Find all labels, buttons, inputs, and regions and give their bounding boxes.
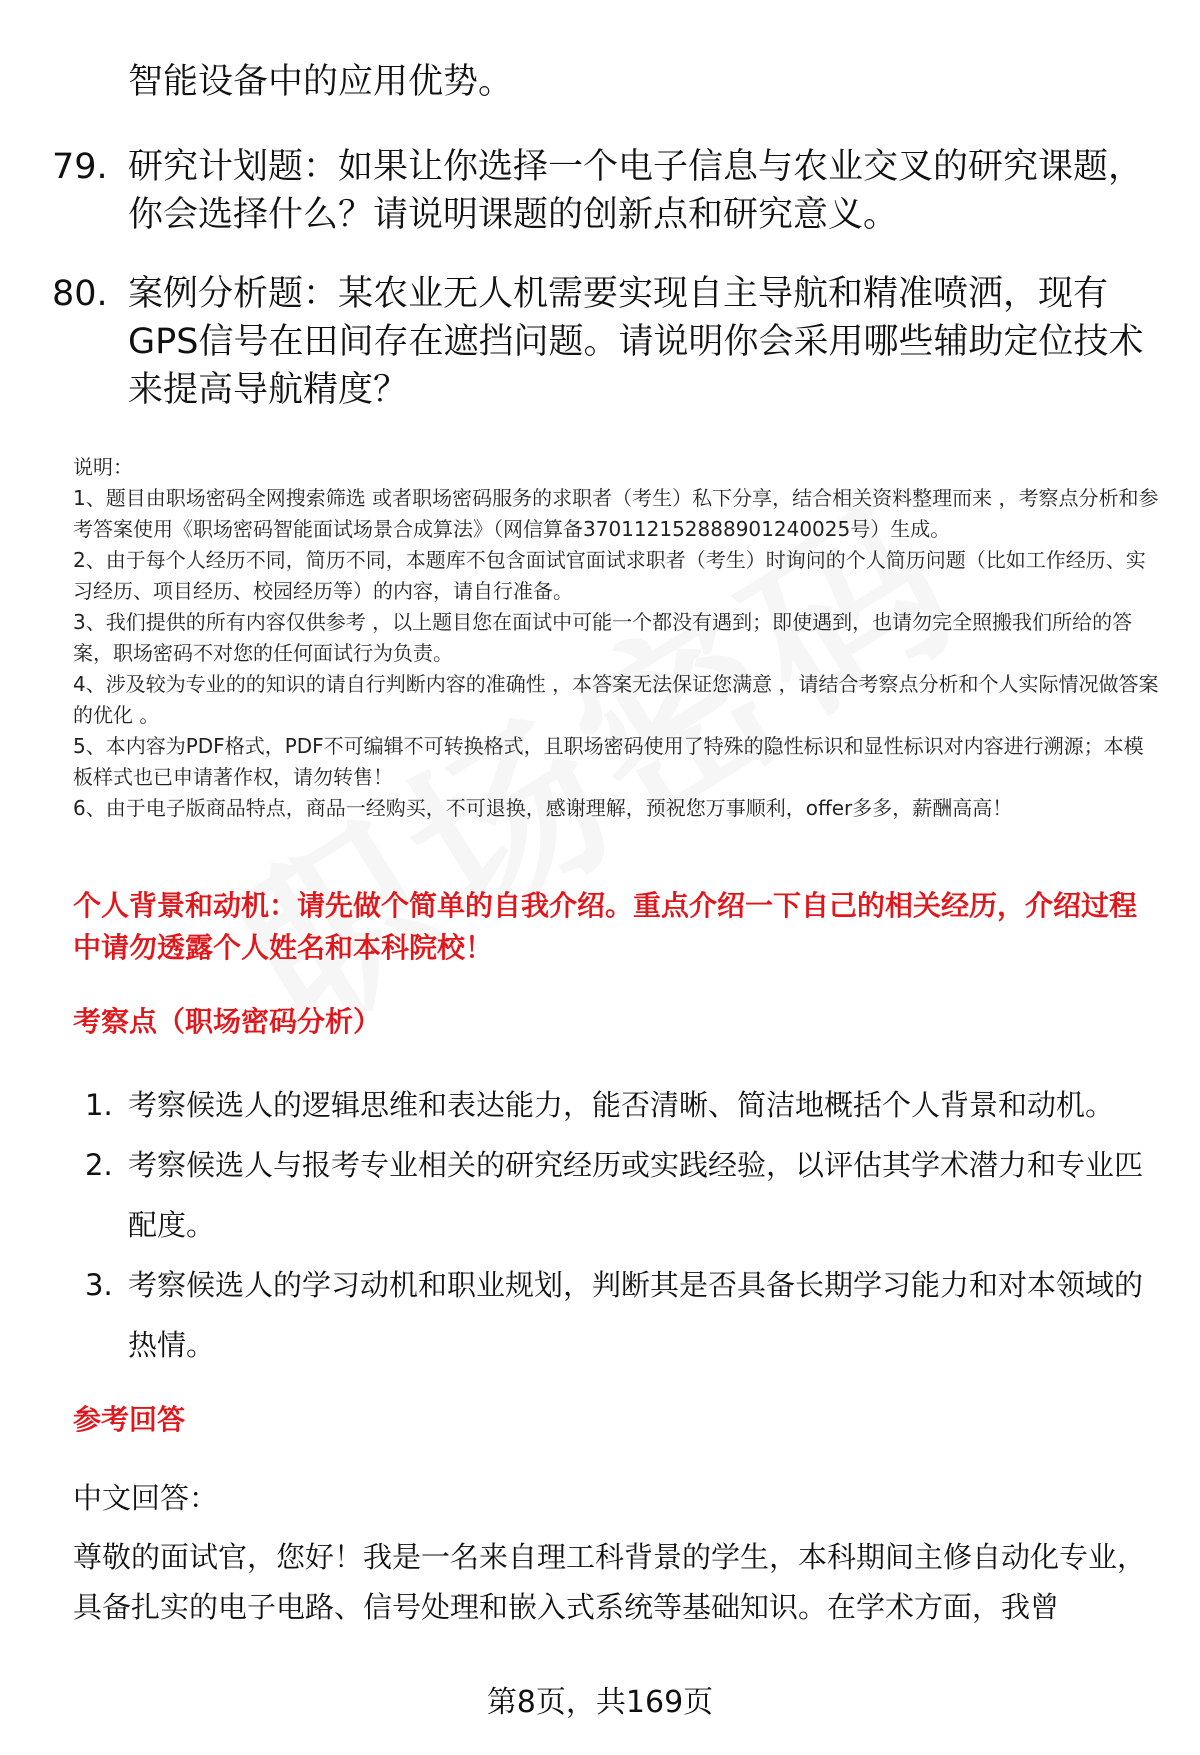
disclaimer-notes: [73, 452, 1163, 824]
list-item: [73, 1255, 1163, 1375]
list-item-number: 2.: [85, 1148, 113, 1182]
question-text: 研究计划题：如果让你选择一个电子信息与农业交叉的研究课题，你会选择什么？请说明课题的创新点和研究意义。: [128, 147, 1144, 235]
list-item-text: 考察候选人的学习动机和职业规划，判断其是否具备长期学习能力和对本领域的热情。: [128, 1268, 1144, 1362]
focus-points-list: [73, 1075, 1163, 1375]
question-number: 80.: [52, 274, 108, 314]
question-79: [52, 143, 1152, 239]
focus-heading: 考察点（职场密码分析）: [73, 1005, 382, 1038]
list-item-number: 3.: [85, 1268, 113, 1302]
question-80: [52, 270, 1152, 414]
answer-text: 尊敬的面试官，您好！我是一名来自理工科背景的学生，本科期间主修自动化专业，具备扎实的电子电路、信号处理和嵌入式系统等基础知识。在学术方面，我曾: [73, 1540, 1147, 1624]
notes-title: 说明：: [73, 455, 133, 479]
note-item: 4、涉及较为专业的的知识的请自行判断内容的准确性 ，本答案无法保证您满意 ，请结合考察点分析和个人实际情况做答案的优化 。: [73, 672, 1159, 727]
list-item-text: 考察候选人的逻辑思维和表达能力，能否清晰、简洁地概括个人背景和动机。: [128, 1088, 1115, 1122]
list-item: [73, 1075, 1163, 1135]
list-item: [73, 1135, 1163, 1255]
list-item-text: 考察候选人与报考专业相关的研究经历或实践经验，以评估其学术潜力和专业匹配度。: [128, 1148, 1144, 1242]
question-text: 案例分析题：某农业无人机需要实现自主导航和精准喷洒，现有GPS信号在田间存在遮挡问题。请说明你会采用哪些辅助定位技术来提高导航精度？: [128, 274, 1144, 410]
note-item: 1、题目由职场密码全网搜索筛选 或者职场密码服务的求职者（考生）私下分享，结合相关资料整理而来 ，考察点分析和参考答案使用《职场密码智能面试场景合成算法》（网信算备370112152888901240025号）生成。: [73, 486, 1159, 541]
interview-question: 个人背景和动机：请先做个简单的自我介绍。重点介绍一下自己的相关经历，介绍过程中请勿透露个人姓名和本科院校！: [73, 889, 1138, 964]
continued-text: 智能设备中的应用优势。: [128, 62, 514, 102]
chinese-answer-label: 中文回答：: [73, 1481, 219, 1515]
note-item: 3、我们提供的所有内容仅供参考 ，以上题目您在面试中可能一个都没有遇到；即使遇到，也请勿完全照搬我们所给的答案，职场密码不对您的任何面试行为负责。: [73, 610, 1133, 665]
note-item: 5、本内容为PDF格式，PDF不可编辑不可转换格式，且职场密码使用了特殊的隐性标识和显性标识对内容进行溯源；本模板样式也已申请著作权，请勿转售！: [73, 734, 1144, 789]
question-number: 79.: [52, 147, 108, 187]
note-item: 6、由于电子版商品特点，商品一经购买，不可退换，感谢理解，预祝您万事顺利，offer多多，薪酬高高！: [73, 796, 1013, 820]
list-item-number: 1.: [85, 1088, 113, 1122]
note-item: 2、由于每个人经历不同，简历不同，本题库不包含面试官面试求职者（考生）时询问的个人简历问题（比如工作经历、实习经历、项目经历、校园经历等）的内容，请自行准备。: [73, 548, 1146, 603]
page-number: 第8页，共169页: [486, 1685, 714, 1720]
reference-heading: 参考回答: [73, 1403, 186, 1436]
